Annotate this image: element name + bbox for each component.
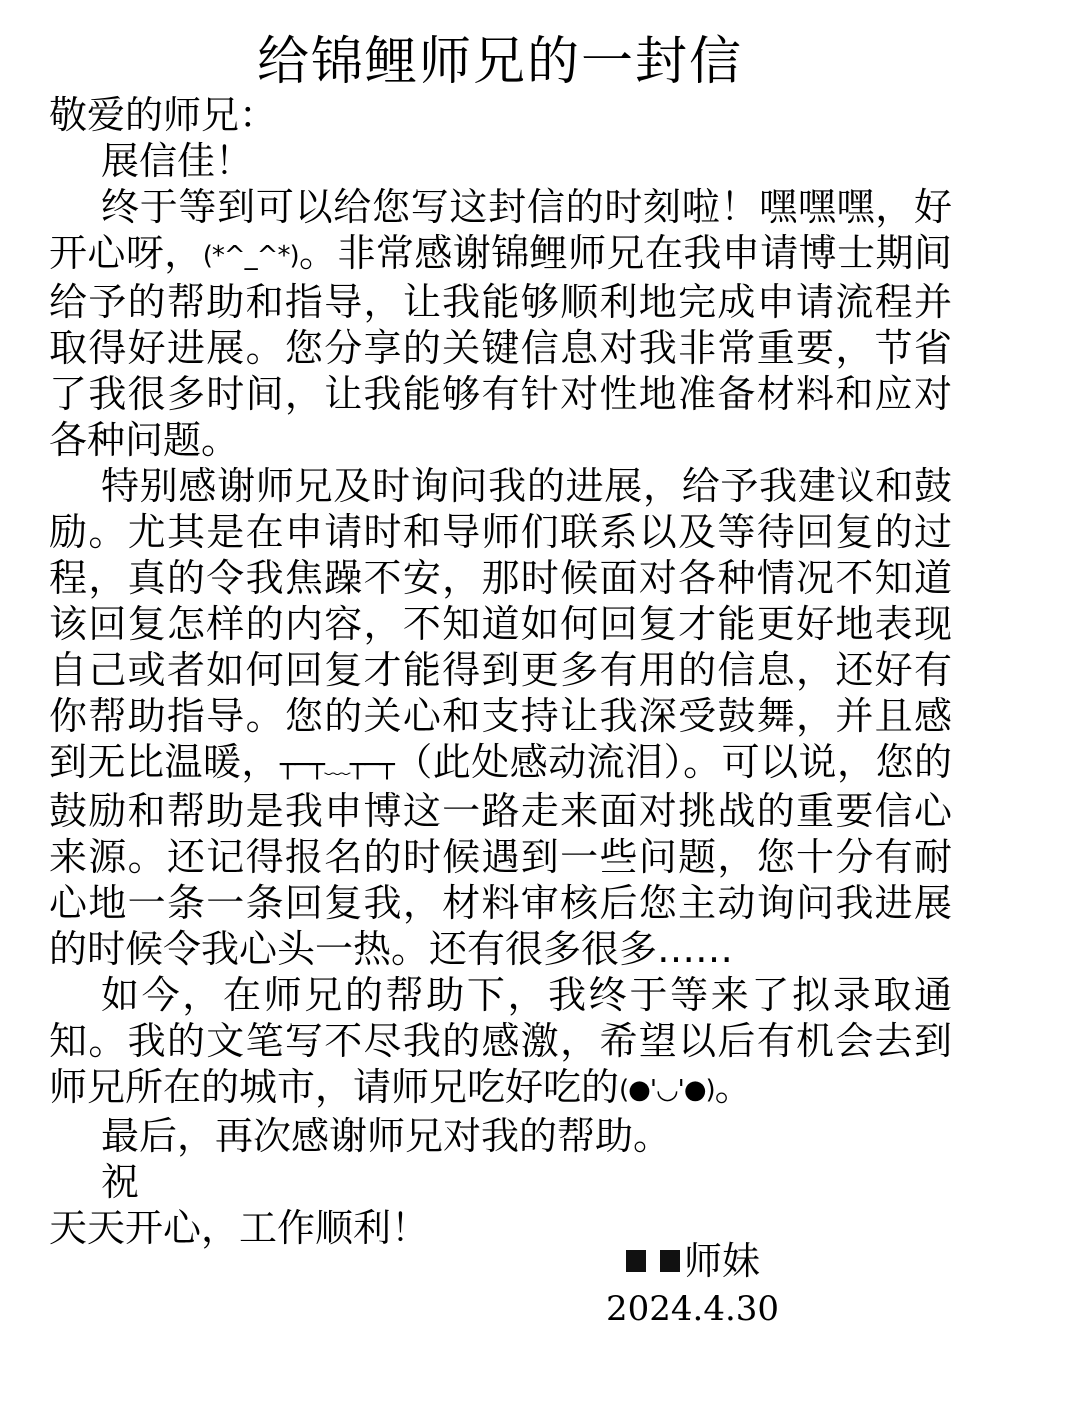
smile-emoticon: (*^_^*) [202, 241, 299, 271]
redaction-mark [626, 1250, 646, 1272]
letter-title: 给锦鲤师兄的一封信 [256, 32, 743, 92]
opening-line: 展信佳！ [101, 139, 254, 183]
wish-intro: 祝 [101, 1160, 140, 1204]
paragraph-thanks-text-2: 。非常感谢锦鲤师兄在我申请博士期间给予的帮助和指导，让我能够顺利地完成申请流程并取得好进展。您分享的关键信息对我非常重要，节省了我很多时间，让我能够有针对性地准备材料和应对各种问题。 [49, 231, 952, 462]
paragraph-encouragement-text-1: 特别感谢师兄及时询问我的进展，给予我建议和鼓励。尤其是在申请时和导师们联系以及等待回复的过程，真的令我焦躁不安，那时候面对各种情况不知道该回复怎样的内容，不知道如何回复才能更好地表现自己或者如何回复才能得到更多有用的信息，还好有你帮助指导。您的关心和支持让我深受鼓舞，并且感到无比温暖， [49, 464, 952, 784]
redaction-mark [660, 1250, 680, 1272]
closing-thanks: 最后，再次感谢师兄对我的帮助。 [101, 1114, 672, 1158]
happy-emoticon: (●'◡'●) [619, 1075, 715, 1105]
wish-line: 天天开心，工作顺利！ [49, 1206, 430, 1250]
paragraph-admission-text-1: 如今，在师兄的帮助下，我终于等来了拟录取通知。我的文笔写不尽我的感激，希望以后有机会去到师兄所在的城市，请师兄吃好吃的 [49, 973, 952, 1109]
paragraph-encouragement-text-2: （此处感动流泪）。可以说，您的鼓励和帮助是我申博这一路走来面对挑战的重要信心来源。还记得报名的时候遇到一些问题，您十分有耐心地一条一条回复我，材料审核后您主动询问我进展的时候令我心头一热。还有很多很多…… [49, 740, 952, 971]
paragraph-thanks-text-1: 终于等到可以给您写这封信的时刻啦！嘿嘿嘿，好开心呀， [49, 185, 952, 275]
greeting: 敬爱的师兄： [49, 93, 278, 137]
signature-date: 2024.4.30 [606, 1289, 780, 1329]
crying-emoticon: ┬─┬﹏┬─┬ [279, 750, 394, 780]
letter-body [49, 92, 952, 1251]
paragraph-thanks [49, 184, 952, 463]
paragraph-encouragement [49, 463, 952, 972]
paragraph-admission-text-2: 。 [714, 1065, 753, 1109]
signature-name-text: 师妹 [684, 1239, 761, 1283]
signature-block [606, 1238, 786, 1334]
paragraph-admission [49, 972, 952, 1113]
signature-name [606, 1238, 786, 1284]
